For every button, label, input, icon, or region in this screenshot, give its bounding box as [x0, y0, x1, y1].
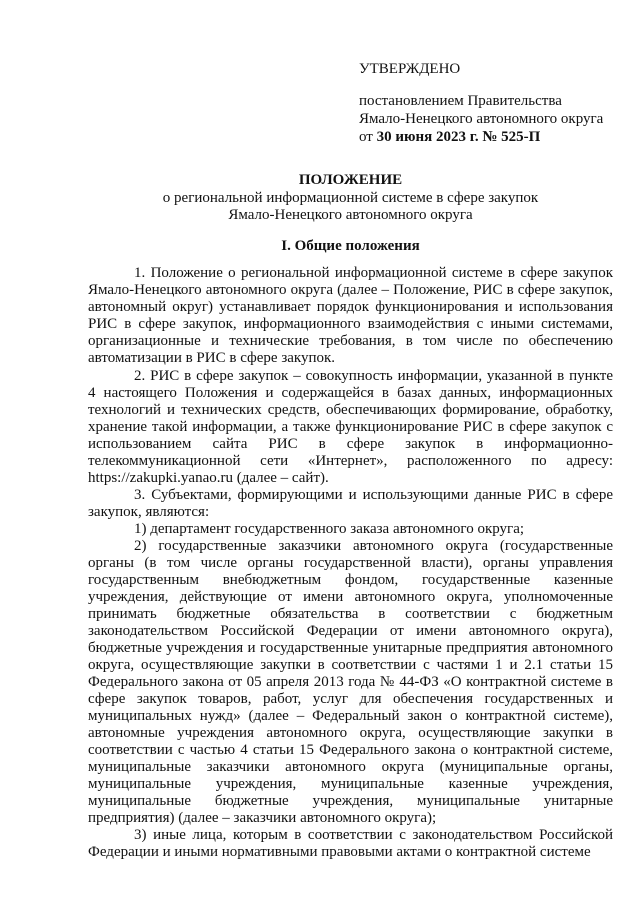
approval-line-2: Ямало-Ненецкого автономного округа — [359, 111, 604, 127]
approval-date-value: 30 июня 2023 г. № 525-П — [376, 129, 541, 145]
document-subtitle-line-1: о региональной информационной системе в сфере закупок — [162, 190, 539, 206]
approval-block — [359, 60, 629, 146]
paragraph-3: 3. Субъектами, формирующими и использующими данные РИС в сфере закупок, являются: — [88, 487, 613, 520]
list-item-1: 1) департамент государственного заказа автономного округа; — [134, 521, 525, 537]
paragraph-1: 1. Положение о региональной информационной системе в сфере закупок Ямало-Ненецкого автономного округа (далее – Положение, РИС в сфере закупок, автономный округ) устанавливает порядок функционирования и использования РИС в сфере закупок, информационного взаимодействия с иными системами, организационные и технические требования, в том числе по обеспечению автоматизации в РИС в сфере закупок. — [88, 265, 613, 366]
list-item-3: 3) иные лица, которым в соответствии с законодательством Российской Федерации и иными нормативными правовыми актами о контрактной системе — [88, 827, 613, 860]
approval-line-1: постановлением Правительства — [359, 93, 562, 109]
approval-stamp: УТВЕРЖДЕНО — [359, 61, 461, 77]
section-title: I. Общие положения — [281, 238, 420, 254]
paragraph-2: 2. РИС в сфере закупок – совокупность информации, указанной в пункте 4 настоящего Положения и содержащейся в базах данных, информационных технологий и технических средств, обеспечивающих формирование, обработку, хранение такой информации, а также функционирование РИС в сфере закупок с использованием сайта РИС в сфере закупок в информационно-телекоммуникационной сети «Интернет», расположенного по адресу: https://zakupki.yanao.ru (далее – сайт). — [88, 368, 613, 486]
document-subtitle-line-2: Ямало-Ненецкого автономного округа — [228, 207, 473, 223]
approval-date-prefix: от — [359, 129, 373, 145]
document-title: ПОЛОЖЕНИЕ — [298, 172, 403, 188]
document-body — [88, 265, 613, 861]
approval-date-line — [359, 128, 629, 146]
list-item-2: 2) государственные заказчики автономного округа (государственные органы (в том числе органы государственной власти), органы управления государственным внебюджетным фондом, государственные казенные учреждения, действующие от имени автономного округа, уполномоченные принимать бюджетные обязательства в соответствии с бюджетным законодательством Российской Федерации от имени автономного округа), бюджетные учреждения и государственные унитарные предприятия автономного округа, осуществляющие закупки в соответствии с частями 1 и 2.1 статьи 15 Федерального закона от 05 апреля 2013 года № 44-ФЗ «О контрактной системе в сфере закупок товаров, работ, услуг для обеспечения государственных и муниципальных нужд» (далее – Федеральный закон о контрактной системе), автономные учреждения автономного округа, осуществляющие закупки в соответствии с частью 4 статьи 15 Федерального закона о контрактной системе, муниципальные заказчики автономного округа (муниципальные органы, муниципальные учреждения, муниципальные казенные учреждения, муниципальные бюджетные учреждения, муниципальные унитарные предприятия) (далее – заказчики автономного округа); — [88, 538, 613, 826]
